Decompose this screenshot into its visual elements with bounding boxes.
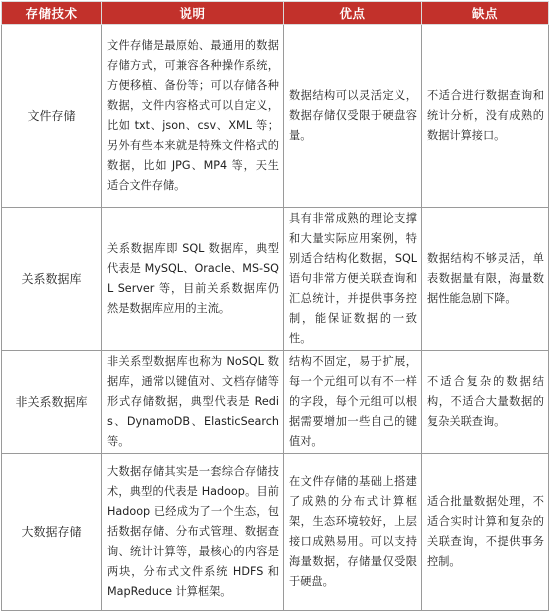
row-cons: 适合批量数据处理，不适合实时计算和复杂的关联查询，不提供事务控制。 [422,454,549,611]
header-desc: 说明 [102,2,284,25]
row-cons: 数据结构不够灵活，单表数据量有限，海量数据性能急剧下降。 [422,208,549,351]
row-pros: 结构不固定，易于扩展，每一个元组可以有不一样的字段，每个元组可以根据需要增加一些自己的键值对。 [284,351,422,454]
row-cons: 不适合复杂的数据结构，不适合大量数据的复杂关联查询。 [422,351,549,454]
table-row [2,351,549,454]
table-header-row [2,2,549,25]
row-tech: 非关系数据库 [2,351,102,454]
row-pros: 数据结构可以灵活定义，数据存储仅受限于硬盘容量。 [284,25,422,208]
row-pros: 具有非常成熟的理论支撑和大量实际应用案例，特别适合结构化数据，SQL 语句非常方便关联查询和汇总统计，并提供事务控制，能保证数据的一致性。 [284,208,422,351]
page [1,1,548,608]
table-row [2,208,549,351]
header-pros: 优点 [284,2,422,25]
storage-comparison-table [1,1,549,611]
row-desc: 文件存储是最原始、最通用的数据存储方式，可兼容各种操作系统，方便移植、备份等；可以存储各种数据，文件内容格式可以自定义，比如 txt、json、csv、XML 等；另外有些本来就是特殊文件格式的数据，比如 JPG、MP4 等，天生适合文件存储。 [102,25,284,208]
row-desc: 大数据存储其实是一套综合存储技术，典型的代表是 Hadoop。目前 Hadoop 已经成为了一个生态，包括数据存储、分布式管理、数据查询、统计计算等，最核心的内容是两块，分布式文件系统 HDFS 和 MapReduce 计算框架。 [102,454,284,611]
row-desc: 非关系型数据库也称为 NoSQL 数据库，通常以键值对、文档存储等形式存储数据，典型代表是 Redis、DynamoDB、ElasticSearch 等。 [102,351,284,454]
row-tech: 大数据存储 [2,454,102,611]
row-desc: 关系数据库即 SQL 数据库，典型代表是 MySQL、Oracle、MS-SQL Server 等，目前关系数据库仍然是数据库应用的主流。 [102,208,284,351]
row-tech: 文件存储 [2,25,102,208]
header-tech: 存储技术 [2,2,102,25]
row-tech: 关系数据库 [2,208,102,351]
header-cons: 缺点 [422,2,549,25]
table-row [2,25,549,208]
row-pros: 在文件存储的基础上搭建了成熟的分布式计算框架，生态环境较好，上层接口成熟易用。可以支持海量数据，存储量仅受限于硬盘。 [284,454,422,611]
table-row [2,454,549,611]
row-cons: 不适合进行数据查询和统计分析，没有成熟的数据计算接口。 [422,25,549,208]
